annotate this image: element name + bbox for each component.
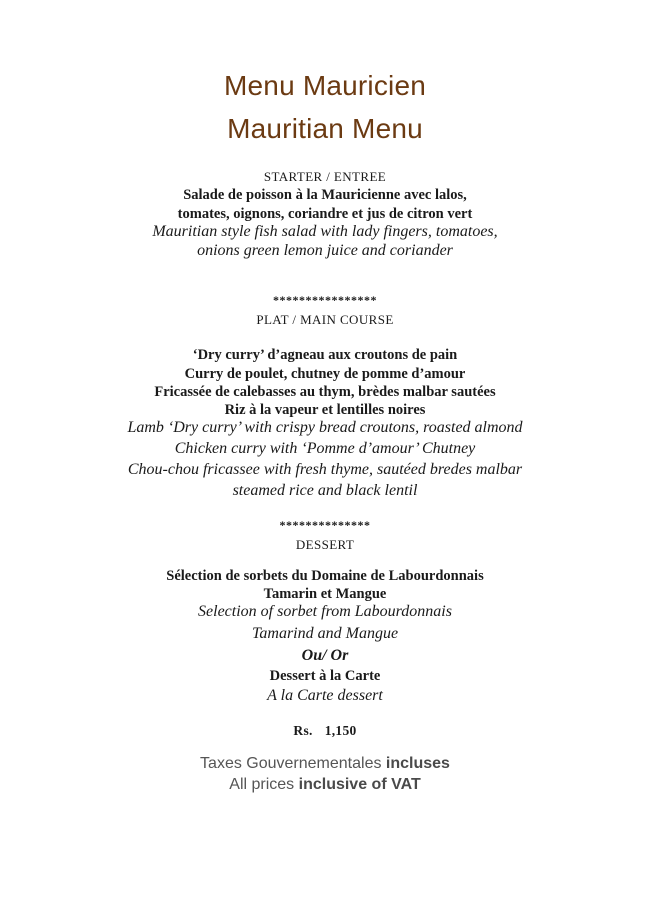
taxes-en-bold: inclusive of VAT (298, 776, 421, 793)
main-en-line: steamed rice and black lentil (232, 482, 418, 499)
main-fr-line: Riz à la vapeur et lentilles noires (224, 402, 426, 418)
main-en-line: Chou-chou fricassee with fresh thyme, sautéed bredes malbar (127, 461, 523, 478)
starter-fr-line: Salade de poisson à la Mauricienne avec lalos, (183, 187, 467, 203)
taxes-english (0, 776, 650, 794)
taxes-fr-bold: incluses (385, 755, 450, 772)
starter-en-line: Mauritian style fish salad with lady fingers, tomatoes, (152, 223, 498, 240)
separator-stars: ************** (279, 518, 371, 532)
price-amount: 1,150 (324, 723, 357, 738)
price-currency: Rs. (293, 723, 313, 738)
starter-heading: STARTER / ENTREE (263, 169, 387, 184)
dessert-fr-line: Sélection de sorbets du Domaine de Labourdonnais (166, 568, 484, 584)
main-fr-line: Fricassée de calebasses au thym, brèdes malbar sautées (154, 384, 496, 400)
main-fr-line: Curry de poulet, chutney de pomme d’amour (184, 366, 466, 382)
dessert-en-line: Selection of sorbet from Labourdonnais (198, 603, 452, 620)
dessert-alt-en: A la Carte dessert (267, 687, 383, 704)
taxes-french (0, 755, 650, 773)
starter-en-line: onions green lemon juice and coriander (197, 242, 453, 259)
price (0, 723, 650, 739)
dessert-en-line: Tamarind and Mangue (251, 625, 399, 642)
dessert-fr-line: Tamarin et Mangue (263, 586, 387, 602)
taxes-fr-text: Taxes Gouvernementales (200, 755, 386, 772)
dessert-alt-fr: Dessert à la Carte (269, 668, 381, 684)
main-fr-line: ‘Dry curry’ d’agneau aux croutons de pain (192, 347, 458, 363)
main-en-line: Lamb ‘Dry curry’ with crispy bread croutons, roasted almond (127, 419, 523, 436)
separator-stars: **************** (273, 293, 377, 307)
title-english: Mauritian Menu (227, 113, 423, 144)
main-en-line: Chicken curry with ‘Pomme d’amour’ Chutney (174, 440, 476, 457)
main-course-heading: PLAT / MAIN COURSE (256, 312, 394, 327)
title-french: Menu Mauricien (224, 70, 426, 101)
or-label: Ou/ Or (301, 647, 349, 664)
dessert-heading: DESSERT (295, 537, 355, 552)
starter-fr-line: tomates, oignons, coriandre et jus de citron vert (177, 206, 473, 222)
taxes-en-text: All prices (229, 776, 299, 793)
